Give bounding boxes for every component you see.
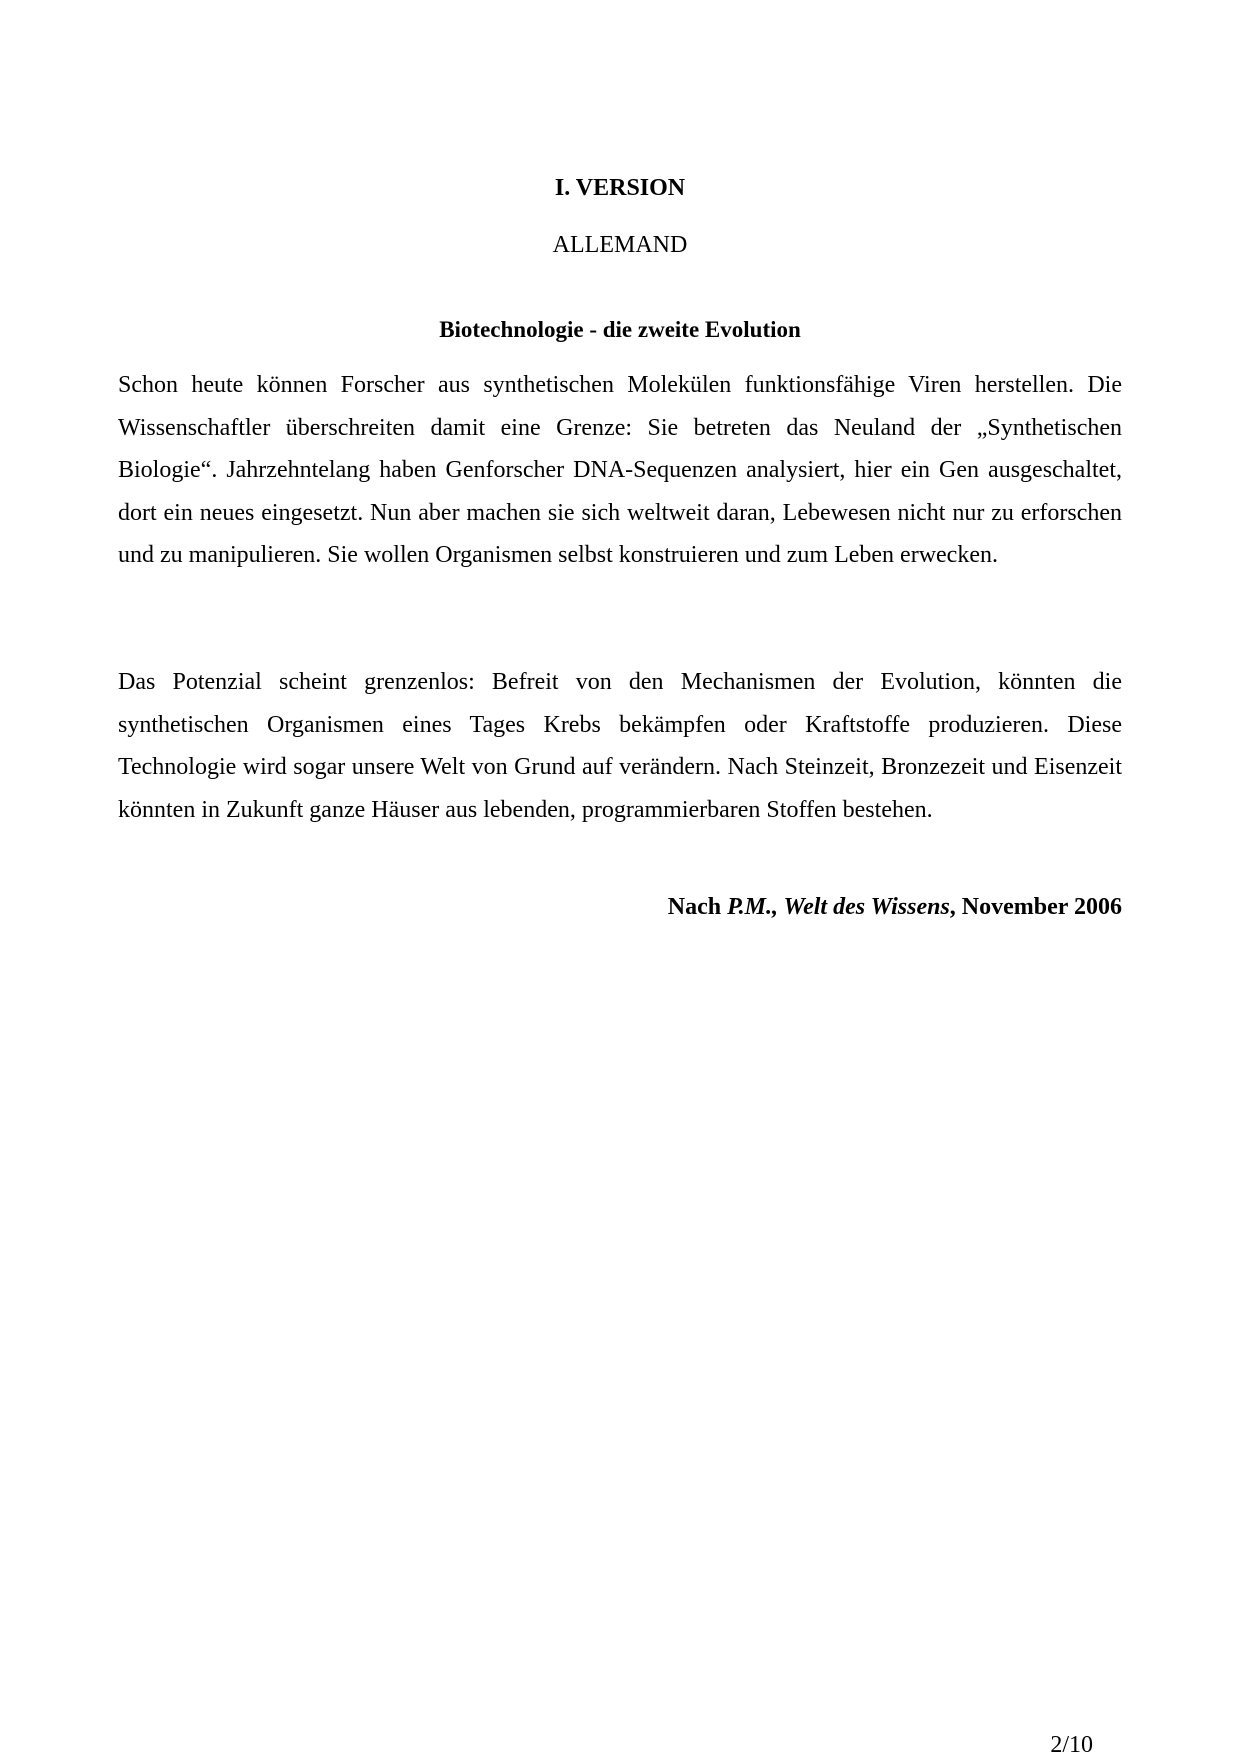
article-title: Biotechnologie - die zweite Evolution bbox=[439, 317, 801, 342]
article-paragraph-1: Schon heute können Forscher aus synthetischen Molekülen funktionsfähige Viren herstellen. Die Wissenschaftler überschreiten damit eine Grenze: Sie betreten das Neuland der „Synthetischen Biologie“. Jahrzehntelang haben Genforscher DNA-Sequenzen analysiert, hier ein Gen ausgeschaltet, dort ein neues eingesetzt. Nun aber machen sie sich weltweit daran, Lebewesen nicht nur zu erforschen und zu manipulieren. Sie wollen Organismen selbst konstruieren und zum Leben erwecken. bbox=[118, 372, 1122, 568]
subject-heading: ALLEMAND bbox=[552, 232, 688, 258]
source-publication: P.M., Welt des Wissens bbox=[727, 894, 950, 920]
section-title: I. VERSION bbox=[554, 175, 686, 201]
page-number: 2/10 bbox=[1050, 1732, 1093, 1758]
source-citation bbox=[668, 891, 1122, 923]
source-date: , November 2006 bbox=[949, 894, 1122, 920]
source-prefix: Nach bbox=[667, 894, 728, 920]
article-paragraph-2: Das Potenzial scheint grenzenlos: Befreit von den Mechanismen der Evolution, könnten die synthetischen Organismen eines Tages Krebs bekämpfen oder Kraftstoffe produzieren. Diese Technologie wird sogar unsere Welt von Grund auf verändern. Nach Steinzeit, Bronzezeit und Eisenzeit könnten in Zukunft ganze Häuser aus lebenden, programmierbaren Stoffen bestehen. bbox=[118, 669, 1122, 823]
